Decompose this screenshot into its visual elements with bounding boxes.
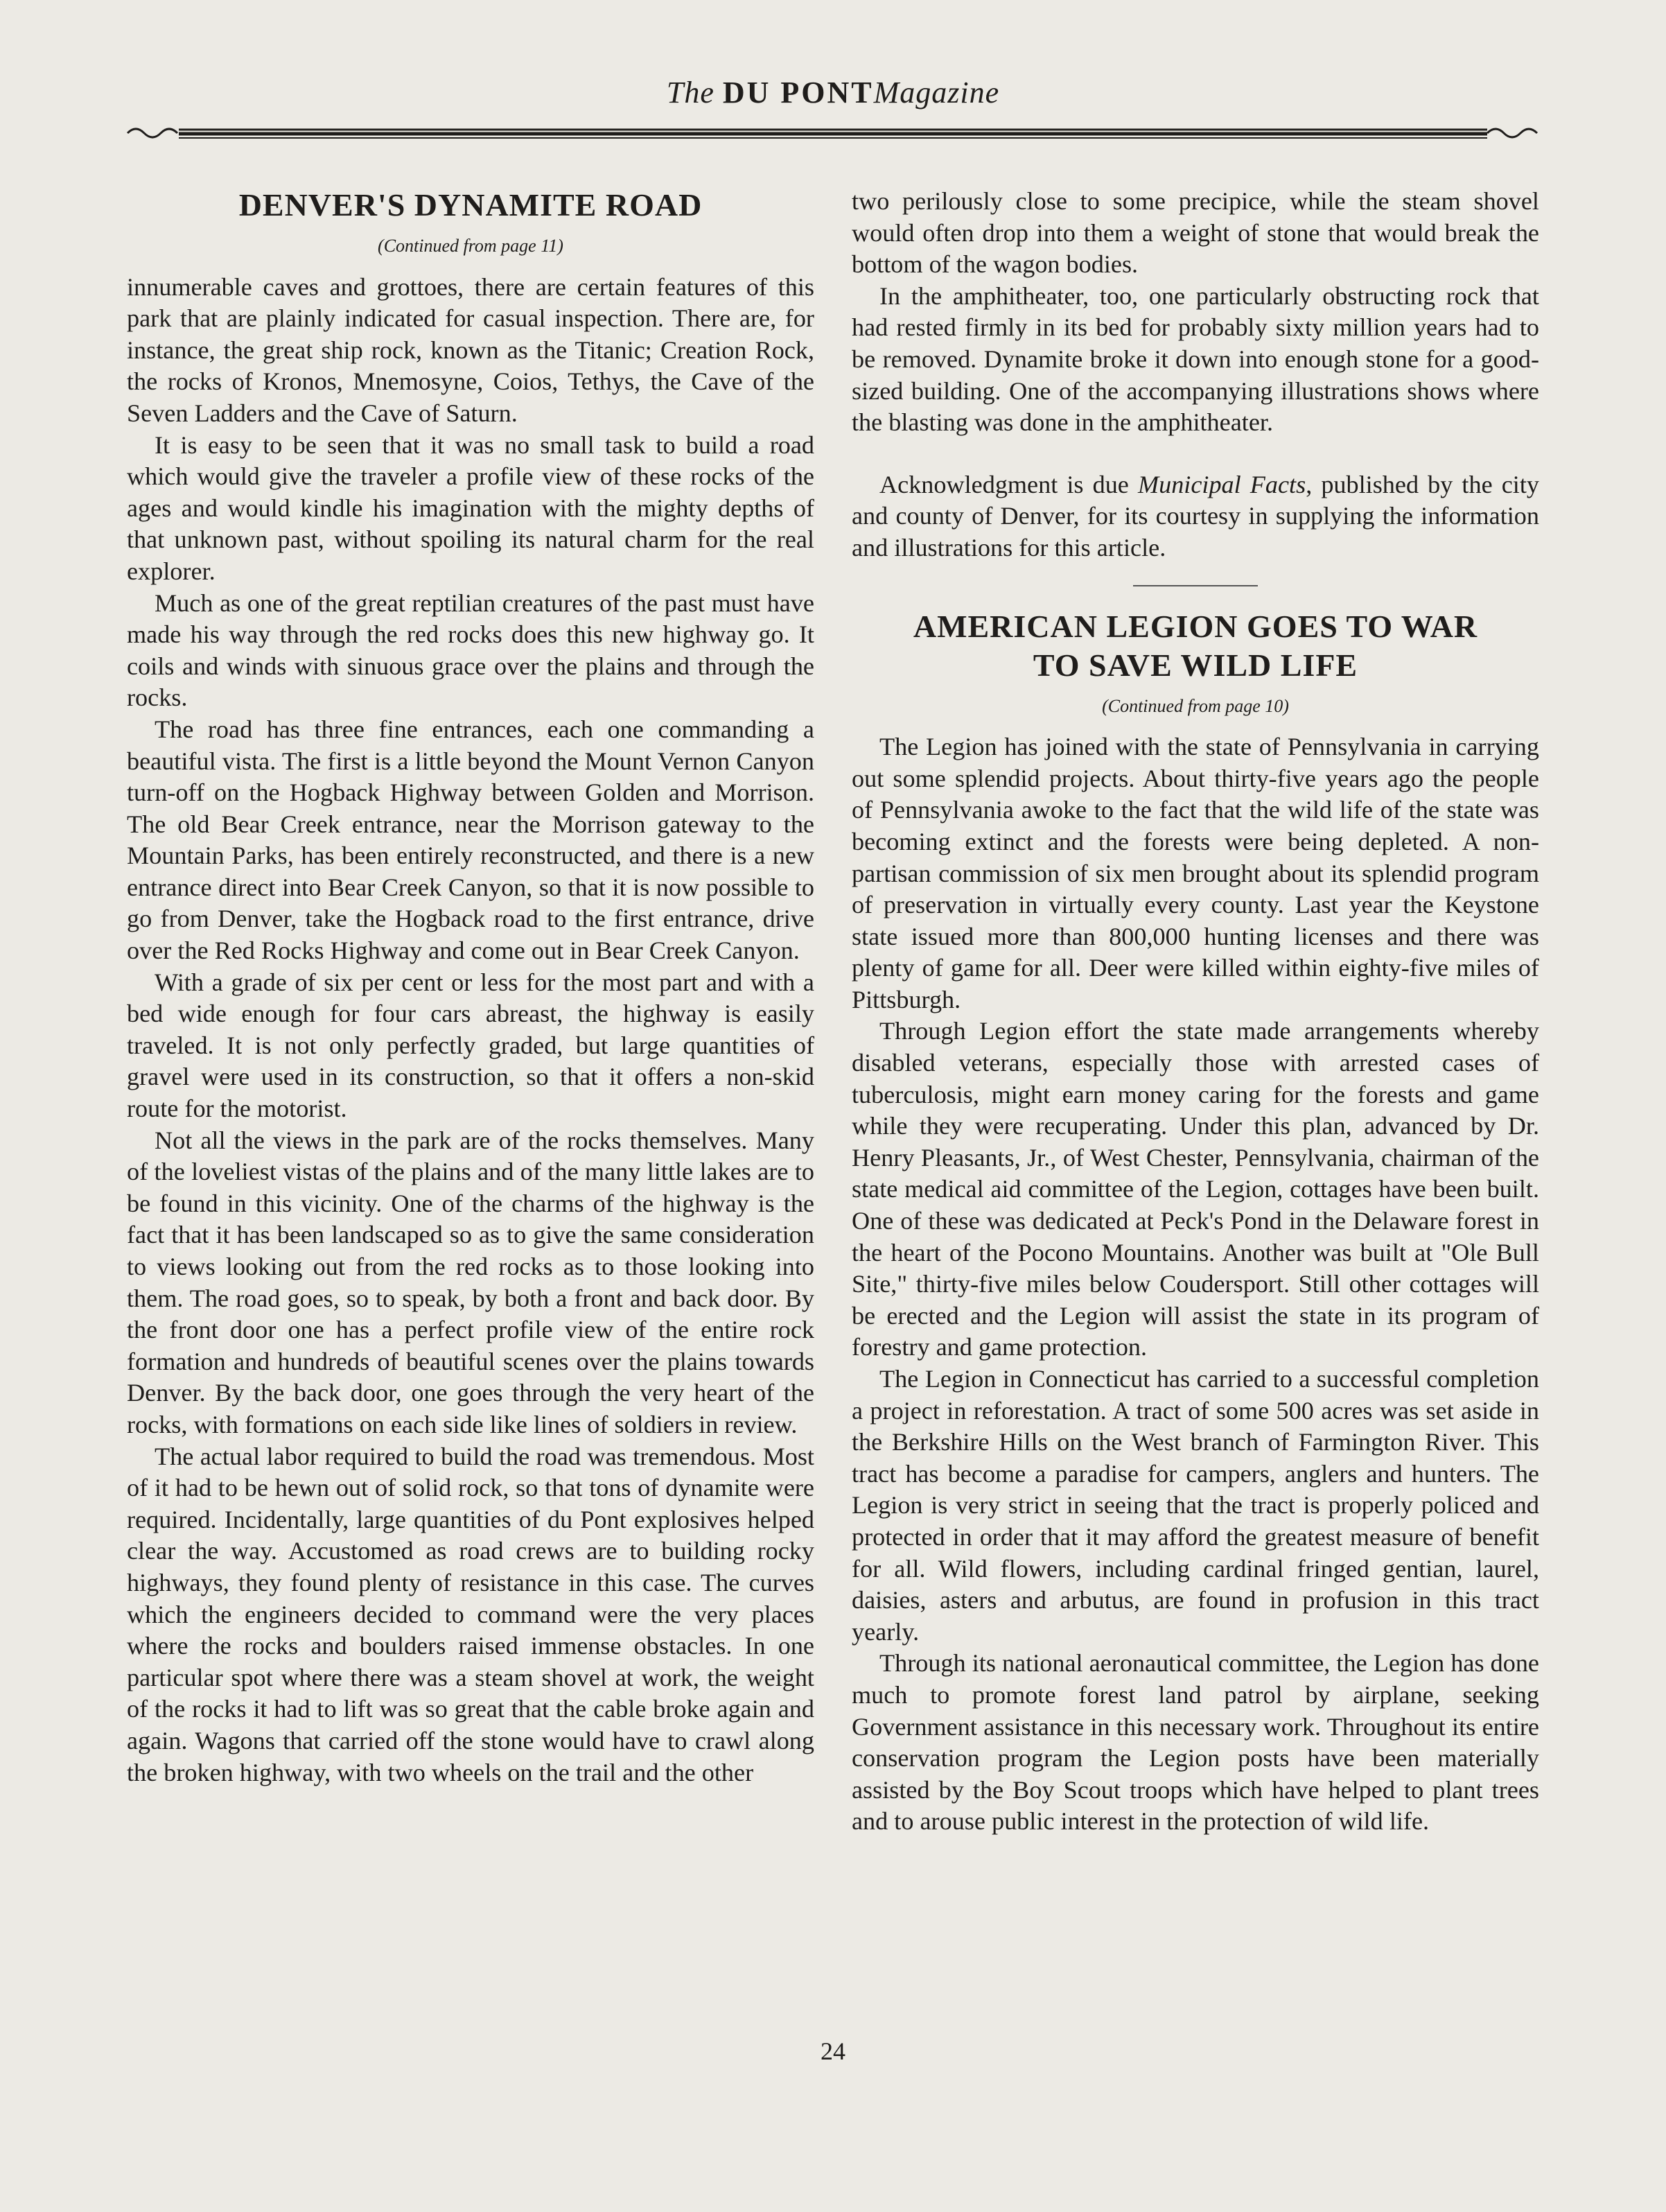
masthead	[0, 75, 1666, 110]
article2-paragraph: The Legion in Connecticut has carried to a successful completion a project in reforestation. A tract of some 500 acres was set aside in the Berkshire Hills on the West branch of Farmington River. This tract has become a paradise for campers, anglers and hunters. The Legion is very strict in seeing that the tract is properly policed and protected in order that it may afford the greatest measure of benefit for all. Wild flowers, including cardinal fringed gentian, laurel, daisies, asters and arbutus, are found in profusion in this tract yearly.	[852, 1365, 1539, 1646]
article2-title	[852, 607, 1539, 685]
article1-paragraph: It is easy to be seen that it was no small task to build a road which would give the traveler a profile view of these rocks of the ages and would kindle his imagination with the mighty depths of that unknown past, without spoiling its natural charm for the real explorer.	[127, 430, 814, 585]
right-column	[852, 186, 1539, 1838]
left-column	[127, 186, 814, 1788]
article2-title-line2: TO SAVE WILD LIFE	[1033, 647, 1358, 683]
article1-paragraph: Not all the views in the park are of the rocks themselves. Many of the loveliest vistas of the plains and of the many little lakes are to be found in this vicinity. One of the charms of the highway is the fact that it has been landscaped so as to give the same consideration to views looking out from the red rocks as to those looking into them. The road goes, so to speak, by both a front and back door. By the front door one has a perfect profile view of the entire rock formation and hundreds of beautiful scenes over the plains towards Denver. By the back door, one goes through the very heart of the rocks, with formations on each side like lines of soldiers in review.	[127, 1126, 814, 1438]
article2-continued: (Continued from page 10)	[1102, 695, 1289, 716]
article1-amphitheater-paragraph: In the amphitheater, too, one particularly obstructing rock that had rested firmly in its bed for probably sixty million years had to be removed. Dynamite broke it down into enough stone for a good-sized building. One of the accompanying illustrations shows where the blasting was done in the amphitheater.	[852, 281, 1539, 437]
article1-paragraph: The actual labor required to build the road was tremendous. Most of it had to be hewn out of solid rock, so that tons of dynamite were required. Incidentally, large quantities of du Pont explosives helped clear the way. Accustomed as road crews are to building rocky highways, they found plenty of resistance in this case. The curves which the engineers decided to command were the very places where the rocks and boulders raised immense obstacles. In one particular spot where there was a steam shovel at work, the weight of the rocks it had to lift was so great that the cable broke again and again. Wagons that carried off the stone would have to crawl along the broken highway, with two wheels on the trail and the other	[127, 1442, 814, 1786]
acknowledgment-pre: Acknowledgment is due	[879, 470, 1138, 498]
ornamental-rule	[125, 123, 1541, 141]
article2-paragraph: Through Legion effort the state made arrangements whereby disabled veterans, especially those with arrested cases of tuberculosis, might earn money caring for the forests and game while they were recuperating. Under this plan, advanced by Dr. Henry Pleasants, Jr., of West Chester, Pennsylvania, chairman of the state medical aid committee of the Legion, cottages have been built. One of these was dedicated at Peck's Pond in the Delaware forest in the heart of the Pocono Mountains. Another was built at "Ole Bull Site," thirty-five miles below Coudersport. Still other cottages will be erected and the Legion will assist the state in its program of forestry and game protection.	[852, 1017, 1539, 1361]
page-number: 24	[821, 2037, 845, 2065]
masthead-magazine: Magazine	[873, 76, 1000, 110]
masthead-du-pont: DU PONT	[722, 76, 874, 110]
acknowledgment	[852, 469, 1539, 564]
article1-title: DENVER'S DYNAMITE ROAD	[238, 187, 703, 223]
article1-paragraph: Much as one of the great reptilian creatures of the past must have made his way through the red rocks does this new highway go. It coils and winds with sinuous grace over the plains and through the rocks.	[127, 589, 814, 712]
article1-paragraph: With a grade of six per cent or less for the most part and with a bed wide enough for four cars abreast, the highway is easily traveled. It is not only perfectly graded, but large quantities of gravel were used in its construction, so that it offers a non-skid route for the motorist.	[127, 968, 814, 1123]
article2-paragraph: The Legion has joined with the state of Pennsylvania in carrying out some splendid projects. About thirty-five years ago the people of Pennsylvania awoke to the fact that the wild life of the state was becoming extinct and the forests were being depleted. A non-partisan commission of six men brought about its splendid program of preservation in virtually every county. Last year the Keystone state issued more than 800,000 hunting licenses and there was plenty of game for all. Deer were killed within eighty-five miles of Pittsburgh.	[852, 733, 1539, 1013]
article1-paragraph: The road has three fine entrances, each one commanding a beautiful vista. The first is a little beyond the Mount Vernon Canyon turn-off on the Hogback Highway between Golden and Morrison. The old Bear Creek entrance, near the Morrison gateway to the Mountain Parks, has been entirely reconstructed, and there is a new entrance direct into Bear Creek Canyon, so that it is now possible to go from Denver, take the Hogback road to the first entrance, drive over the Red Rocks Highway and come out in Bear Creek Canyon.	[127, 715, 814, 965]
article2-paragraph: Through its national aeronautical committee, the Legion has done much to promote forest land patrol by airplane, seeking Government assistance in this necessary work. Throughout its entire conservation program the Legion posts have been materially assisted by the Boy Scout troops which have helped to plant trees and to arouse public interest in the protection of wild life.	[852, 1649, 1539, 1836]
article2-title-line1: AMERICAN LEGION GOES TO WAR	[913, 608, 1478, 644]
masthead-the: The	[666, 76, 714, 110]
acknowledgment-publication: Municipal Facts	[1137, 470, 1306, 498]
article1-continuation: two perilously close to some precipice, while the steam shovel would often drop into them a weight of stone that would break the bottom of the wagon bodies.	[852, 187, 1539, 279]
article1-paragraph: innumerable caves and grottoes, there are certain features of this park that are plainly indicated for casual inspection. There are, for instance, the great ship rock, known as the Titanic; Creation Rock, the rocks of Kronos, Mnemosyne, Coios, Tethys, the Cave of the Seven Ladders and the Cave of Saturn.	[127, 272, 814, 427]
acknowledgment-post: , published by the city and county of Denver, for its courtesy in supplying the information and illustrations for this article.	[852, 470, 1539, 561]
article1-continued: (Continued from page 11)	[378, 236, 563, 256]
